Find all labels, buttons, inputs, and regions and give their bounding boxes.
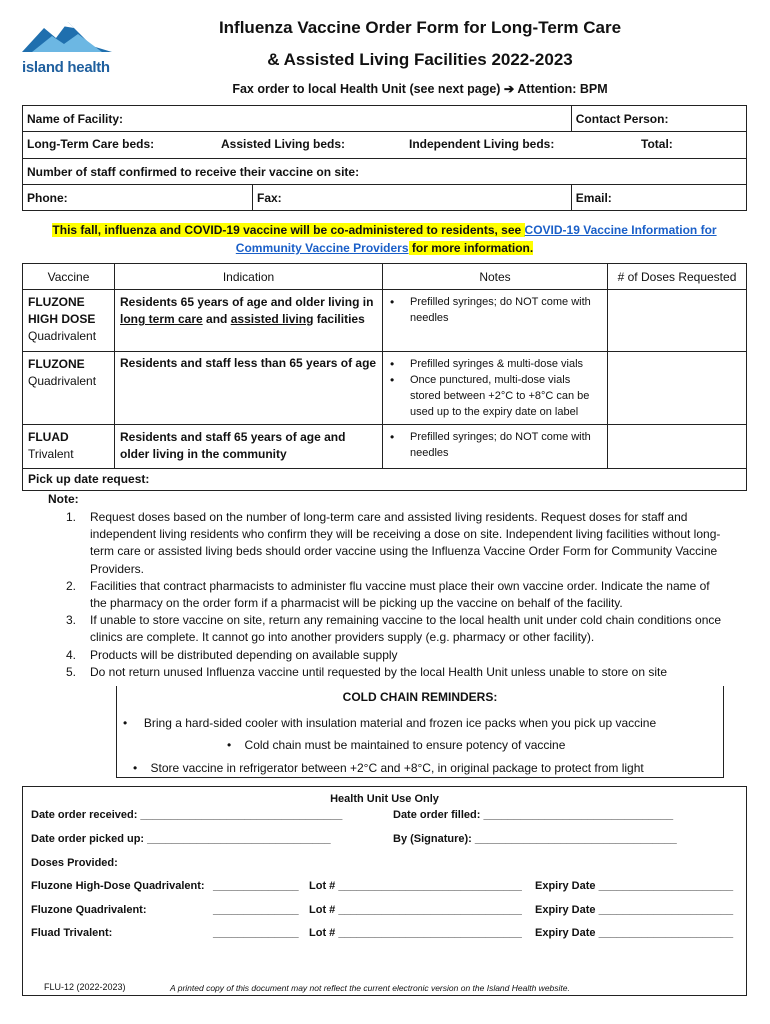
list-item: 1. Request doses based on the number of long-term care and assisted living residents. Request doses for staff and independent living residents who confirm they will be receiving a dose on site. Independent living facilities without long-term care or assisted living beds should order vaccine using the Influenza Vaccine Order Form for Community Vaccine Providers. <box>66 510 721 576</box>
island-health-logo <box>22 16 112 76</box>
total-beds-field[interactable]: Total: <box>641 137 673 151</box>
hu-row-expiry[interactable]: Expiry Date ______________________ <box>535 880 734 892</box>
list-item: • Once punctured, multi-dose vials stored between +2°C to +8°C can be used up to the expiry date on label <box>388 372 602 420</box>
ltc-beds-field[interactable]: Long-Term Care beds: <box>27 137 155 151</box>
signature-field[interactable]: By (Signature): _________________________________ <box>393 833 677 845</box>
staff-count-field[interactable]: Number of staff confirmed to receive their vaccine on site: <box>23 159 747 185</box>
fax-instruction: Fax order to local Health Unit (see next page) ➔ Attention: BPM <box>232 82 608 96</box>
list-item: 3. If unable to store vaccine on site, return any remaining vaccine to the local health unit under cold chain conditions once clinics are complete. It cannot go into another providers supply (e.g. pharmacy or other facility). <box>66 613 722 645</box>
notes-heading: Note: <box>48 492 79 506</box>
doses-fluad-field[interactable] <box>608 425 747 469</box>
col-indication: Indication <box>115 264 383 290</box>
pickup-date-field[interactable]: Pick up date request: <box>23 469 747 491</box>
hu-row-lot[interactable]: Lot # ______________________________ <box>309 904 522 916</box>
facility-name-field[interactable]: Name of Facility: <box>23 106 572 132</box>
col-notes: Notes <box>383 264 608 290</box>
date-picked-field[interactable]: Date order picked up: ______________________________ <box>31 833 331 845</box>
form-code: FLU-12 (2022-2023) <box>44 982 126 992</box>
col-vaccine: Vaccine <box>23 264 115 290</box>
hu-row-qty[interactable]: ______________ <box>213 880 299 892</box>
phone-field[interactable]: Phone: <box>23 185 253 211</box>
hu-row-label: Fluzone High-Dose Quadrivalent: <box>31 880 205 892</box>
date-received-field[interactable]: Date order received: _________________________________ <box>31 809 343 821</box>
hu-row-lot[interactable]: Lot # ______________________________ <box>309 927 522 939</box>
footer-disclaimer: A printed copy of this document may not reflect the current electronic version on the Island Health website. <box>170 983 570 993</box>
covid-info-link[interactable]: COVID-19 Vaccine Information for Community Vaccine Providers <box>235 223 717 255</box>
bullet-icon: • <box>133 761 138 775</box>
vaccine-order-table <box>22 263 747 491</box>
cold-chain-title: COLD CHAIN REMINDERS: <box>342 690 498 704</box>
health-unit-box <box>22 786 747 996</box>
table-row: FLUAD Trivalent Residents and staff 65 years of age and older living in the community • Prefilled syringes; do NOT come with needles <box>23 425 747 469</box>
doses-provided-label: Doses Provided: <box>31 857 118 869</box>
list-item: 4. Products will be distributed depending on available supply <box>66 647 398 662</box>
doses-fluzone-quad-field[interactable] <box>608 352 747 425</box>
list-item: • Prefilled syringes; do NOT come with needles <box>388 429 602 461</box>
facility-info-table <box>22 105 747 211</box>
hu-row-expiry[interactable]: Expiry Date ______________________ <box>535 904 734 916</box>
hu-row-expiry[interactable]: Expiry Date ______________________ <box>535 927 734 939</box>
hu-row-qty[interactable]: ______________ <box>213 904 299 916</box>
logo-text: island health <box>22 59 110 76</box>
contact-person-field[interactable]: Contact Person: <box>571 106 746 132</box>
date-filled-field[interactable]: Date order filled: _______________________________ <box>393 809 674 821</box>
list-item: • Prefilled syringes & multi-dose vials <box>388 356 602 372</box>
bullet-icon: • <box>123 716 128 730</box>
mountain-logo-icon <box>22 16 112 56</box>
list-item: • Prefilled syringes; do NOT come with needles <box>388 294 602 326</box>
covid-notice: This fall, influenza and COVID-19 vaccine will be co-administered to residents, see COVID-19 Vaccine Information for Community Vaccine Providers for more information. <box>52 223 717 255</box>
hu-row-label: Fluad Trivalent: <box>31 927 113 939</box>
notes-list <box>64 509 724 681</box>
list-item: 5. Do not return unused Influenza vaccine until requested by the local Health Unit unless unable to store on site <box>66 664 668 679</box>
hu-row-lot[interactable]: Lot # ______________________________ <box>309 880 522 892</box>
health-unit-title: Health Unit Use Only <box>330 793 439 805</box>
doses-fluzone-hd-field[interactable] <box>608 290 747 352</box>
hu-row-qty[interactable]: ______________ <box>213 927 299 939</box>
form-title-line2: & Assisted Living Facilities 2022-2023 <box>267 50 573 69</box>
hu-row-label: Fluzone Quadrivalent: <box>31 904 147 916</box>
cold-chain-box: COLD CHAIN REMINDERS: • Bring a hard-sided cooler with insulation material and frozen ice packs when you pick up vaccine • Cold chain must be maintained to ensure potency of vaccine • Store vaccine in refrigerator between +2°C and +8°C, in original package to protect from light <box>116 686 724 778</box>
fax-field[interactable]: Fax: <box>253 185 572 211</box>
list-item: 2. Facilities that contract pharmacists to administer flu vaccine must place their own vaccine order. Indicate the name of the pharmacy on the order form if a pharmacist will be picking up the vaccine on behalf of the facility. <box>66 578 710 611</box>
assisted-beds-field[interactable]: Assisted Living beds: <box>221 137 346 151</box>
table-row: FLUZONE HIGH DOSE Quadrivalent Residents 65 years of age and older living in long term care and assisted living facilities • Prefilled syringes; do NOT come with needles <box>23 290 747 352</box>
bullet-icon: • <box>227 738 232 752</box>
col-doses: # of Doses Requested <box>608 264 747 290</box>
email-field[interactable]: Email: <box>571 185 746 211</box>
form-title-line1: Influenza Vaccine Order Form for Long-Term Care <box>218 18 622 37</box>
table-row: FLUZONE Quadrivalent Residents and staff less than 65 years of age • Prefilled syringes & multi-dose vials • Once punctured, multi-dose vials stored between +2°C to +8°C can be used up to the expiry date on label <box>23 352 747 425</box>
independent-beds-field[interactable]: Independent Living beds: <box>409 137 555 151</box>
